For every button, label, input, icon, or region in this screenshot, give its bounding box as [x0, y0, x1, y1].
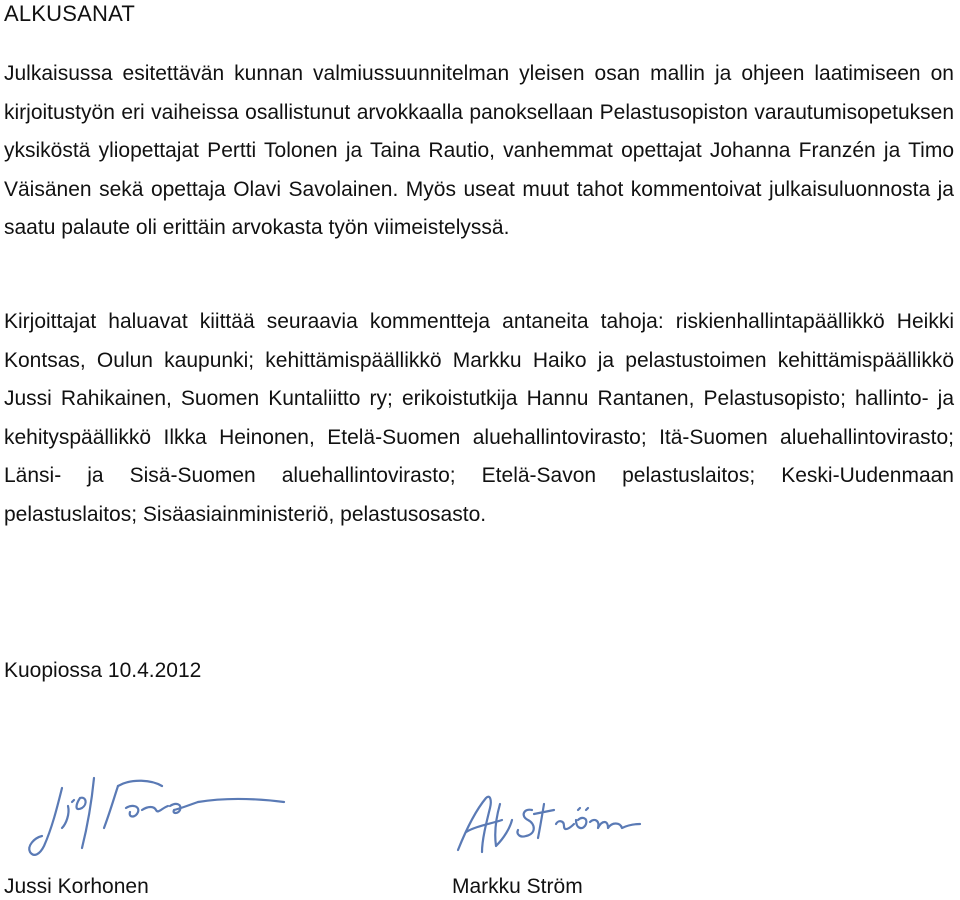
- paragraph-thanks: Kirjoittajat haluavat kiittää seuraavia kommentteja antaneita tahoja: riskienhallintapäällikkö Heikki Kontsas, Oulun kaupunki; kehittämispäällikkö Markku Haiko ja pelastustoimen kehittämispäällikkö Jussi Rahikainen, Suomen Kuntaliitto ry; erikoistutkija Hannu Rantanen, Pelastusopisto; hallinto- ja kehityspäällikkö Ilkka Heinonen, Etelä-Suomen aluehallintovirasto; Itä-Suomen aluehallintovirasto; Länsi- ja Sisä-Suomen aluehallintovirasto; Etelä-Savon pelastuslaitos; Keski-Uudenmaan pelastuslaitos; Sisäasiainministeriö, pelastusosasto.: [4, 310, 954, 526]
- signature-markku-strom-image: [446, 780, 646, 880]
- signature-jussi-korhonen-image: [22, 768, 292, 878]
- page-heading: ALKUSANAT: [4, 1, 135, 26]
- signatory-name-2: Markku Ström: [452, 875, 583, 898]
- signatory-name-1: Jussi Korhonen: [4, 875, 149, 898]
- paragraph-acknowledgements: Julkaisussa esitettävän kunnan valmiussuunnitelman yleisen osan mallin ja ohjeen laatimiseen on kirjoitustyön eri vaiheissa osallistunut arvokkaalla panoksellaan Pelastusopiston varautumisopetuksen yksiköstä yliopettajat Pertti Tolonen ja Taina Rautio, vanhemmat opettajat Johanna Franzén ja Timo Väisänen sekä opettaja Olavi Savolainen. Myös useat muut tahot kommentoivat julkaisuluonnosta ja saatu palaute oli erittäin arvokasta työn viimeistelyssä.: [4, 62, 954, 239]
- place-and-date: Kuopiossa 10.4.2012: [4, 659, 202, 682]
